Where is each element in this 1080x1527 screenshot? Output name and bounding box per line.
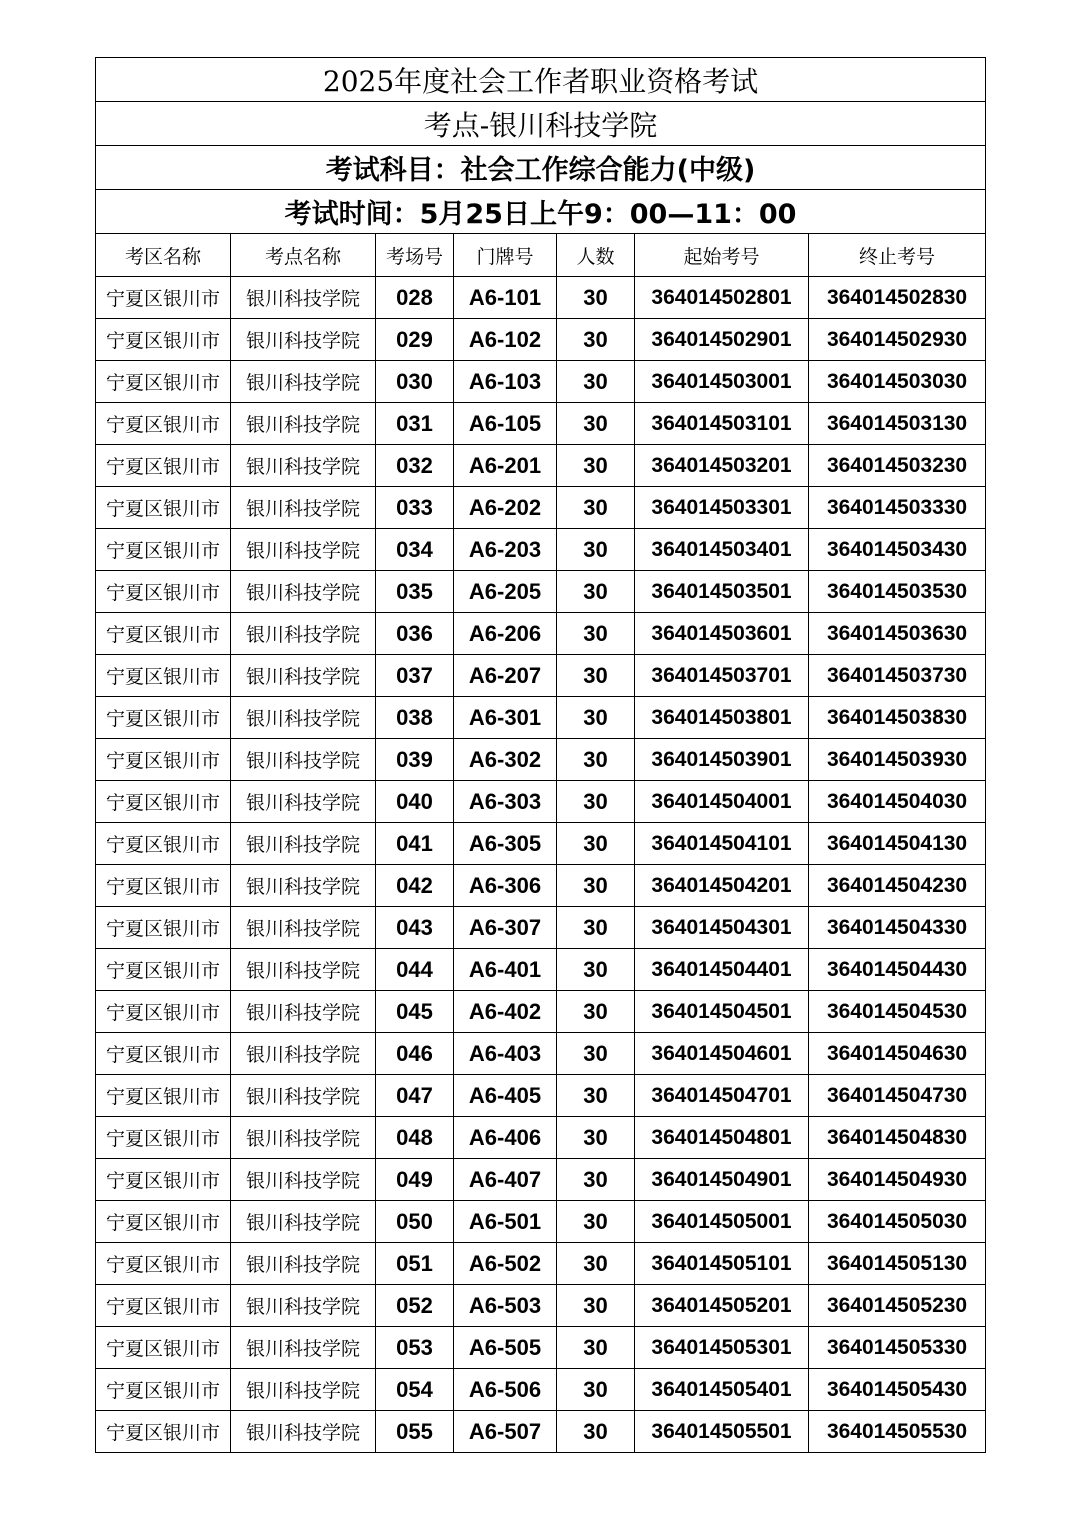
room-no-cell: 045 xyxy=(376,991,454,1033)
count-cell: 30 xyxy=(557,1033,635,1075)
site-cell: 银川科技学院 xyxy=(231,1285,376,1327)
door-no-cell: A6-202 xyxy=(454,487,557,529)
room-no-cell: 047 xyxy=(376,1075,454,1117)
end-id-cell: 364014503630 xyxy=(809,613,986,655)
count-cell: 30 xyxy=(557,1117,635,1159)
exam-title: 2025年度社会工作者职业资格考试 xyxy=(96,58,986,102)
door-no-cell: A6-307 xyxy=(454,907,557,949)
site-cell: 银川科技学院 xyxy=(231,529,376,571)
start-id-cell: 364014503901 xyxy=(635,739,809,781)
count-cell: 30 xyxy=(557,571,635,613)
site-cell: 银川科技学院 xyxy=(231,697,376,739)
door-no-cell: A6-403 xyxy=(454,1033,557,1075)
table-row xyxy=(96,445,986,487)
region-cell: 宁夏区银川市 xyxy=(96,1201,231,1243)
start-id-cell: 364014505401 xyxy=(635,1369,809,1411)
site-cell: 银川科技学院 xyxy=(231,1369,376,1411)
end-id-cell: 364014503830 xyxy=(809,697,986,739)
time-row xyxy=(96,190,986,234)
door-no-cell: A6-103 xyxy=(454,361,557,403)
start-id-cell: 364014505501 xyxy=(635,1411,809,1453)
start-id-cell: 364014503401 xyxy=(635,529,809,571)
region-cell: 宁夏区银川市 xyxy=(96,403,231,445)
site-cell: 银川科技学院 xyxy=(231,277,376,319)
room-no-cell: 053 xyxy=(376,1327,454,1369)
header-site: 考点名称 xyxy=(231,234,376,277)
site-cell: 银川科技学院 xyxy=(231,739,376,781)
room-no-cell: 038 xyxy=(376,697,454,739)
region-cell: 宁夏区银川市 xyxy=(96,1327,231,1369)
door-no-cell: A6-102 xyxy=(454,319,557,361)
door-no-cell: A6-203 xyxy=(454,529,557,571)
start-id-cell: 364014504801 xyxy=(635,1117,809,1159)
end-id-cell: 364014505030 xyxy=(809,1201,986,1243)
site-cell: 银川科技学院 xyxy=(231,655,376,697)
room-no-cell: 050 xyxy=(376,1201,454,1243)
room-no-cell: 029 xyxy=(376,319,454,361)
room-no-cell: 049 xyxy=(376,1159,454,1201)
end-id-cell: 364014504330 xyxy=(809,907,986,949)
start-id-cell: 364014503801 xyxy=(635,697,809,739)
table-row xyxy=(96,529,986,571)
start-id-cell: 364014503501 xyxy=(635,571,809,613)
site-cell: 银川科技学院 xyxy=(231,571,376,613)
room-no-cell: 035 xyxy=(376,571,454,613)
exam-room-sheet xyxy=(95,57,985,1453)
region-cell: 宁夏区银川市 xyxy=(96,1117,231,1159)
door-no-cell: A6-505 xyxy=(454,1327,557,1369)
room-no-cell: 044 xyxy=(376,949,454,991)
count-cell: 30 xyxy=(557,1327,635,1369)
end-id-cell: 364014503530 xyxy=(809,571,986,613)
start-id-cell: 364014504301 xyxy=(635,907,809,949)
door-no-cell: A6-401 xyxy=(454,949,557,991)
table-row xyxy=(96,1201,986,1243)
site-cell: 银川科技学院 xyxy=(231,1411,376,1453)
door-no-cell: A6-301 xyxy=(454,697,557,739)
count-cell: 30 xyxy=(557,1285,635,1327)
door-no-cell: A6-303 xyxy=(454,781,557,823)
end-id-cell: 364014503430 xyxy=(809,529,986,571)
door-no-cell: A6-406 xyxy=(454,1117,557,1159)
table-row xyxy=(96,1243,986,1285)
start-id-cell: 364014504401 xyxy=(635,949,809,991)
site-cell: 银川科技学院 xyxy=(231,991,376,1033)
door-no-cell: A6-201 xyxy=(454,445,557,487)
region-cell: 宁夏区银川市 xyxy=(96,277,231,319)
count-cell: 30 xyxy=(557,655,635,697)
door-no-cell: A6-407 xyxy=(454,1159,557,1201)
count-cell: 30 xyxy=(557,1411,635,1453)
site-cell: 银川科技学院 xyxy=(231,403,376,445)
room-no-cell: 041 xyxy=(376,823,454,865)
site-cell: 银川科技学院 xyxy=(231,361,376,403)
room-no-cell: 043 xyxy=(376,907,454,949)
start-id-cell: 364014504701 xyxy=(635,1075,809,1117)
table-row xyxy=(96,487,986,529)
room-no-cell: 033 xyxy=(376,487,454,529)
table-row xyxy=(96,319,986,361)
start-id-cell: 364014502801 xyxy=(635,277,809,319)
room-no-cell: 040 xyxy=(376,781,454,823)
end-id-cell: 364014504630 xyxy=(809,1033,986,1075)
region-cell: 宁夏区银川市 xyxy=(96,487,231,529)
room-no-cell: 030 xyxy=(376,361,454,403)
count-cell: 30 xyxy=(557,823,635,865)
end-id-cell: 364014502830 xyxy=(809,277,986,319)
table-row xyxy=(96,655,986,697)
header-door-no: 门牌号 xyxy=(454,234,557,277)
end-id-cell: 364014504830 xyxy=(809,1117,986,1159)
header-row xyxy=(96,234,986,277)
exam-time: 考试时间：5月25日上午9：00—11：00 xyxy=(96,190,986,234)
count-cell: 30 xyxy=(557,361,635,403)
start-id-cell: 364014504601 xyxy=(635,1033,809,1075)
door-no-cell: A6-507 xyxy=(454,1411,557,1453)
start-id-cell: 364014505301 xyxy=(635,1327,809,1369)
end-id-cell: 364014504730 xyxy=(809,1075,986,1117)
room-no-cell: 032 xyxy=(376,445,454,487)
table-row xyxy=(96,361,986,403)
count-cell: 30 xyxy=(557,277,635,319)
site-row xyxy=(96,102,986,146)
header-room-no: 考场号 xyxy=(376,234,454,277)
room-no-cell: 042 xyxy=(376,865,454,907)
header-count: 人数 xyxy=(557,234,635,277)
end-id-cell: 364014505430 xyxy=(809,1369,986,1411)
site-cell: 银川科技学院 xyxy=(231,445,376,487)
start-id-cell: 364014503301 xyxy=(635,487,809,529)
site-cell: 银川科技学院 xyxy=(231,865,376,907)
region-cell: 宁夏区银川市 xyxy=(96,823,231,865)
start-id-cell: 364014504101 xyxy=(635,823,809,865)
end-id-cell: 364014503130 xyxy=(809,403,986,445)
region-cell: 宁夏区银川市 xyxy=(96,1411,231,1453)
site-cell: 银川科技学院 xyxy=(231,487,376,529)
exam-room-table xyxy=(95,57,986,1453)
site-cell: 银川科技学院 xyxy=(231,1327,376,1369)
door-no-cell: A6-101 xyxy=(454,277,557,319)
table-row xyxy=(96,823,986,865)
site-cell: 银川科技学院 xyxy=(231,823,376,865)
region-cell: 宁夏区银川市 xyxy=(96,655,231,697)
region-cell: 宁夏区银川市 xyxy=(96,697,231,739)
room-no-cell: 028 xyxy=(376,277,454,319)
end-id-cell: 364014504030 xyxy=(809,781,986,823)
room-no-cell: 048 xyxy=(376,1117,454,1159)
count-cell: 30 xyxy=(557,991,635,1033)
table-row xyxy=(96,1411,986,1453)
region-cell: 宁夏区银川市 xyxy=(96,739,231,781)
end-id-cell: 364014503030 xyxy=(809,361,986,403)
start-id-cell: 364014505201 xyxy=(635,1285,809,1327)
count-cell: 30 xyxy=(557,487,635,529)
count-cell: 30 xyxy=(557,1075,635,1117)
end-id-cell: 364014504530 xyxy=(809,991,986,1033)
table-row xyxy=(96,739,986,781)
header-start-id: 起始考号 xyxy=(635,234,809,277)
table-row xyxy=(96,571,986,613)
start-id-cell: 364014505001 xyxy=(635,1201,809,1243)
end-id-cell: 364014504930 xyxy=(809,1159,986,1201)
start-id-cell: 364014503601 xyxy=(635,613,809,655)
start-id-cell: 364014504001 xyxy=(635,781,809,823)
count-cell: 30 xyxy=(557,613,635,655)
table-row xyxy=(96,1159,986,1201)
room-no-cell: 051 xyxy=(376,1243,454,1285)
end-id-cell: 364014503330 xyxy=(809,487,986,529)
table-row xyxy=(96,1117,986,1159)
room-no-cell: 046 xyxy=(376,1033,454,1075)
region-cell: 宁夏区银川市 xyxy=(96,1159,231,1201)
end-id-cell: 364014503230 xyxy=(809,445,986,487)
end-id-cell: 364014504130 xyxy=(809,823,986,865)
table-row xyxy=(96,697,986,739)
exam-subject: 考试科目：社会工作综合能力(中级) xyxy=(96,146,986,190)
end-id-cell: 364014503930 xyxy=(809,739,986,781)
region-cell: 宁夏区银川市 xyxy=(96,991,231,1033)
count-cell: 30 xyxy=(557,1243,635,1285)
region-cell: 宁夏区银川市 xyxy=(96,865,231,907)
start-id-cell: 364014503701 xyxy=(635,655,809,697)
subject-row xyxy=(96,146,986,190)
region-cell: 宁夏区银川市 xyxy=(96,1285,231,1327)
site-cell: 银川科技学院 xyxy=(231,1243,376,1285)
start-id-cell: 364014502901 xyxy=(635,319,809,361)
door-no-cell: A6-302 xyxy=(454,739,557,781)
region-cell: 宁夏区银川市 xyxy=(96,613,231,655)
region-cell: 宁夏区银川市 xyxy=(96,445,231,487)
door-no-cell: A6-503 xyxy=(454,1285,557,1327)
region-cell: 宁夏区银川市 xyxy=(96,529,231,571)
end-id-cell: 364014504230 xyxy=(809,865,986,907)
count-cell: 30 xyxy=(557,949,635,991)
site-cell: 银川科技学院 xyxy=(231,949,376,991)
region-cell: 宁夏区银川市 xyxy=(96,907,231,949)
room-no-cell: 054 xyxy=(376,1369,454,1411)
end-id-cell: 364014504430 xyxy=(809,949,986,991)
header-end-id: 终止考号 xyxy=(809,234,986,277)
end-id-cell: 364014505230 xyxy=(809,1285,986,1327)
door-no-cell: A6-506 xyxy=(454,1369,557,1411)
region-cell: 宁夏区银川市 xyxy=(96,361,231,403)
start-id-cell: 364014503101 xyxy=(635,403,809,445)
site-cell: 银川科技学院 xyxy=(231,1201,376,1243)
table-row xyxy=(96,1285,986,1327)
site-cell: 银川科技学院 xyxy=(231,1033,376,1075)
count-cell: 30 xyxy=(557,781,635,823)
start-id-cell: 364014505101 xyxy=(635,1243,809,1285)
table-row xyxy=(96,991,986,1033)
table-row xyxy=(96,1075,986,1117)
door-no-cell: A6-502 xyxy=(454,1243,557,1285)
table-row xyxy=(96,403,986,445)
room-no-cell: 034 xyxy=(376,529,454,571)
door-no-cell: A6-105 xyxy=(454,403,557,445)
count-cell: 30 xyxy=(557,403,635,445)
table-row xyxy=(96,865,986,907)
table-row xyxy=(96,1327,986,1369)
door-no-cell: A6-405 xyxy=(454,1075,557,1117)
room-no-cell: 039 xyxy=(376,739,454,781)
door-no-cell: A6-306 xyxy=(454,865,557,907)
site-cell: 银川科技学院 xyxy=(231,781,376,823)
count-cell: 30 xyxy=(557,1159,635,1201)
table-row xyxy=(96,781,986,823)
site-cell: 银川科技学院 xyxy=(231,1117,376,1159)
region-cell: 宁夏区银川市 xyxy=(96,1243,231,1285)
start-id-cell: 364014503201 xyxy=(635,445,809,487)
region-cell: 宁夏区银川市 xyxy=(96,949,231,991)
door-no-cell: A6-206 xyxy=(454,613,557,655)
count-cell: 30 xyxy=(557,1369,635,1411)
site-cell: 银川科技学院 xyxy=(231,1075,376,1117)
end-id-cell: 364014503730 xyxy=(809,655,986,697)
count-cell: 30 xyxy=(557,739,635,781)
room-no-cell: 036 xyxy=(376,613,454,655)
room-no-cell: 037 xyxy=(376,655,454,697)
site-cell: 银川科技学院 xyxy=(231,613,376,655)
door-no-cell: A6-207 xyxy=(454,655,557,697)
door-no-cell: A6-501 xyxy=(454,1201,557,1243)
count-cell: 30 xyxy=(557,865,635,907)
count-cell: 30 xyxy=(557,529,635,571)
region-cell: 宁夏区银川市 xyxy=(96,1033,231,1075)
count-cell: 30 xyxy=(557,319,635,361)
site-cell: 银川科技学院 xyxy=(231,319,376,361)
region-cell: 宁夏区银川市 xyxy=(96,319,231,361)
room-no-cell: 031 xyxy=(376,403,454,445)
start-id-cell: 364014503001 xyxy=(635,361,809,403)
header-region: 考区名称 xyxy=(96,234,231,277)
end-id-cell: 364014505530 xyxy=(809,1411,986,1453)
region-cell: 宁夏区银川市 xyxy=(96,781,231,823)
region-cell: 宁夏区银川市 xyxy=(96,1369,231,1411)
end-id-cell: 364014505130 xyxy=(809,1243,986,1285)
room-no-cell: 052 xyxy=(376,1285,454,1327)
region-cell: 宁夏区银川市 xyxy=(96,1075,231,1117)
title-row xyxy=(96,58,986,102)
door-no-cell: A6-305 xyxy=(454,823,557,865)
table-row xyxy=(96,949,986,991)
count-cell: 30 xyxy=(557,445,635,487)
site-cell: 银川科技学院 xyxy=(231,907,376,949)
region-cell: 宁夏区银川市 xyxy=(96,571,231,613)
end-id-cell: 364014505330 xyxy=(809,1327,986,1369)
start-id-cell: 364014504201 xyxy=(635,865,809,907)
door-no-cell: A6-402 xyxy=(454,991,557,1033)
start-id-cell: 364014504501 xyxy=(635,991,809,1033)
start-id-cell: 364014504901 xyxy=(635,1159,809,1201)
end-id-cell: 364014502930 xyxy=(809,319,986,361)
room-no-cell: 055 xyxy=(376,1411,454,1453)
door-no-cell: A6-205 xyxy=(454,571,557,613)
site-cell: 银川科技学院 xyxy=(231,1159,376,1201)
table-row xyxy=(96,1369,986,1411)
table-row xyxy=(96,613,986,655)
table-row xyxy=(96,1033,986,1075)
count-cell: 30 xyxy=(557,697,635,739)
table-row xyxy=(96,907,986,949)
exam-site: 考点-银川科技学院 xyxy=(96,102,986,146)
count-cell: 30 xyxy=(557,1201,635,1243)
table-row xyxy=(96,277,986,319)
count-cell: 30 xyxy=(557,907,635,949)
